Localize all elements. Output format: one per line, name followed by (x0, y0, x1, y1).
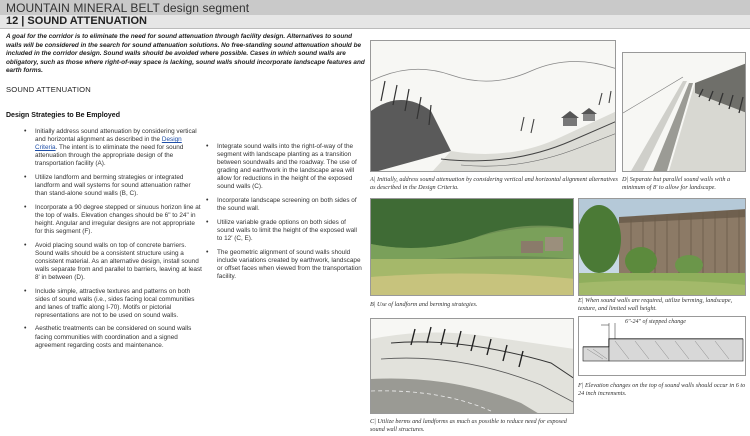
strategy-list-left (24, 128, 204, 355)
section-header-bar (0, 15, 750, 29)
segment-header-bar (0, 0, 750, 15)
strategies-heading: Design Strategies to Be Employed (6, 112, 120, 119)
list-item: • Integrate sound walls into the right-of-way of the segment with landscape planting as a transition between soundwalls and the roadway. The use of grading and earthwork in the landscape area will allow for reductions in the height of the exposed sound walls (C). (206, 143, 362, 192)
segment-title: MOUNTAIN MINERAL BELT design segment (6, 1, 250, 15)
figure-b-photo (370, 198, 574, 296)
strategy-list-right (206, 143, 362, 286)
section-label: SOUND ATTENUATION (6, 85, 91, 94)
list-item: • Aesthetic treatments can be considered on sound walls facing communities with coordination and a signed agreement regarding costs and maintenance. (24, 325, 204, 349)
figure-a-sketch (370, 40, 616, 172)
figure-c-caption: C| Utilize berms and landforms as much as possible to reduce need for exposed sound wall structures. (370, 418, 567, 433)
list-item: • The geometric alignment of sound walls should include variations created by earthwork, landscape or offset faces when viewed from the transportation facility. (206, 249, 362, 281)
list-item: • Incorporate landscape screening on both sides of the sound wall. (206, 197, 362, 213)
figure-f-diagram (578, 316, 746, 376)
intro-paragraph: A goal for the corridor is to eliminate the need for sound attenuation through facility design. Alternatives to sound walls will be considered in the search for sound attenuation solutions. No free-standing sound attenuation should be included in the corridor design. Sound walls should be avoided where possible. Cases in which sound walls are obligatory, such as those where right-of-way space is lacking, sound walls should incorporate landscape features and earth forms. (6, 33, 365, 75)
figure-d-sketch (622, 52, 746, 172)
list-item: • Include simple, attractive textures and patterns on both sides of sound walls (i.e., sides facing local communities and lanes of traffic along I-70). Motifs or pictorial representations are not to be used on sound walls. (24, 288, 204, 320)
figure-b-caption: B| Use of landform and berming strategies. (370, 301, 478, 308)
section-title: 12 | SOUND ATTENUATION (6, 15, 147, 27)
list-item: • Incorporate a 90 degree stepped or sinuous horizon line at the top of walls. Elevation changes should be 6" to 24" in height. Angular and irregular designs are not appropriate for this segment (F). (24, 204, 204, 236)
list-item (24, 128, 204, 168)
figure-a-caption: A| Initially, address sound attenuation by considering vertical and horizontal alignment alternatives as described in the Design Criteria. (370, 176, 618, 191)
figure-c-sketch (370, 318, 574, 414)
list-item: • Utilize landform and berming strategies or integrated landform and wall systems for sound attenuation rather than stand-alone sound walls (B, C). (24, 174, 204, 198)
design-criteria-link[interactable]: Design Criteria (35, 136, 182, 152)
figure-d-caption: D| Separate but parallel sound walls with a minimum of 8' to allow for landscape. (622, 176, 731, 191)
figure-f-caption: F| Elevation changes on the top of sound walls should occur in 6 to 24 inch increments. (578, 382, 746, 397)
list-item: • Utilize variable grade options on both sides of sound walls to limit the height of the exposed wall to 12' (C, E). (206, 219, 362, 243)
item-text: Initially address sound attenuation by considering vertical and horizontal alignment as described in the (35, 128, 197, 144)
item-text: . The intent is to eliminate the need for sound attenuation through the appropriate design of the transportation facility (A). (35, 144, 184, 168)
figure-e-caption: E| When sound walls are required, utilize berming, landscape, texture, and limited wall height. (578, 297, 733, 312)
figure-e-photo (578, 198, 746, 296)
list-item: • Avoid placing sound walls on top of concrete barriers. Sound walls should be a consistent structure using a consistent material. As an alternative design, install sound walls separate from and parallel to barriers, leaving at least 8' in between (D). (24, 242, 204, 282)
figure-f-dimension-label: 6"-24" of stepped change (625, 319, 686, 325)
